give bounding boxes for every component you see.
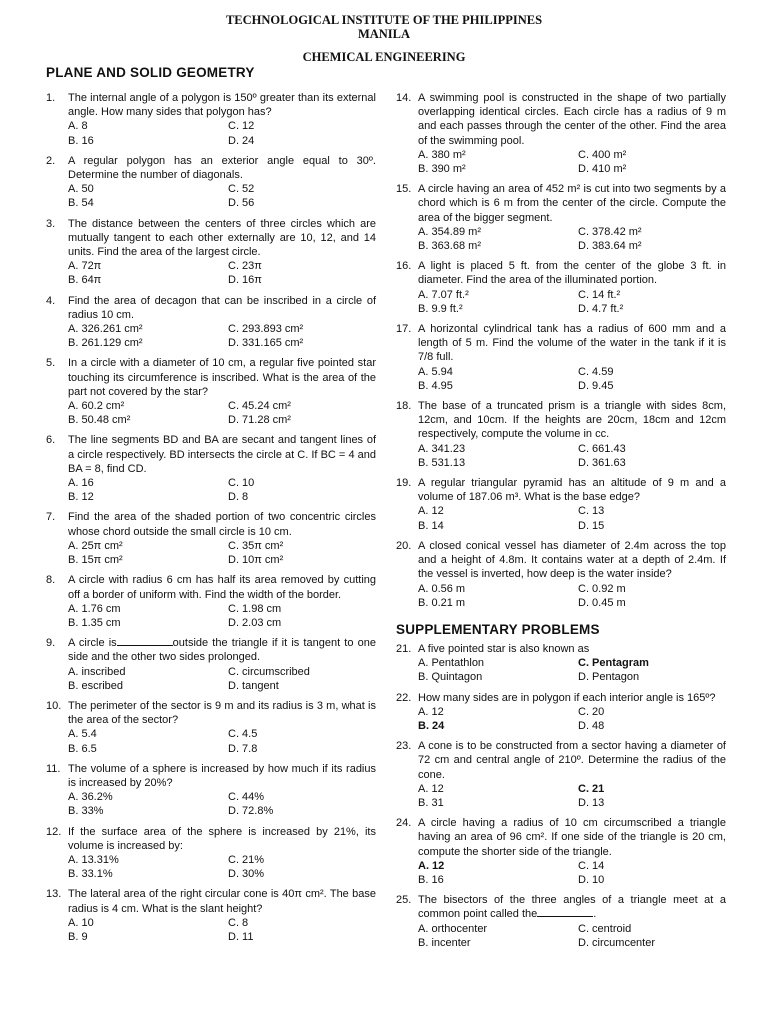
answer-options bbox=[68, 727, 376, 755]
question-number: 6. bbox=[46, 434, 56, 447]
question-number: 5. bbox=[46, 357, 56, 370]
answer-option: C. 4.5 bbox=[228, 728, 258, 741]
answer-option: A. 354.89 m² bbox=[418, 225, 481, 238]
answer-options bbox=[418, 442, 726, 470]
answer-options bbox=[418, 582, 726, 610]
question-number: 3. bbox=[46, 217, 56, 230]
answer-option: B. 6.5 bbox=[68, 742, 97, 755]
question-item bbox=[46, 91, 376, 148]
question-body bbox=[418, 642, 726, 685]
question-item bbox=[46, 510, 376, 567]
question-item bbox=[396, 691, 726, 734]
question-item bbox=[46, 573, 376, 630]
answer-option: C. 21% bbox=[228, 853, 265, 866]
answer-options bbox=[418, 504, 726, 532]
question-text: The base of a truncated prism is a triangle with sides 8cm, 12cm, and 10cm. If the heights are 20cm, 18cm and 12cm respectively, compute the volume in cc. bbox=[418, 400, 726, 441]
answer-options bbox=[68, 916, 376, 944]
question-text: A circle having a radius of 10 cm circumscribed a triangle having an area of 96 cm². If one side of the triangle is 20 cm, compute the shorter side of the triangle. bbox=[418, 817, 726, 858]
question-number: 15. bbox=[396, 183, 412, 196]
answer-options bbox=[68, 399, 376, 427]
answer-option: A. 12 bbox=[418, 859, 445, 872]
answer-option: A. 12 bbox=[418, 705, 444, 718]
answer-option: B. 0.21 m bbox=[418, 596, 466, 609]
question-text: The bisectors of the three angles of a triangle meet at a common point called the . bbox=[418, 894, 726, 921]
answer-option: A. 380 m² bbox=[418, 148, 466, 161]
section-title-geometry: PLANE AND SOLID GEOMETRY bbox=[46, 65, 255, 80]
question-number: 1. bbox=[46, 92, 56, 104]
answer-blank bbox=[537, 907, 593, 917]
answer-option: B. 363.68 m² bbox=[418, 240, 481, 253]
question-body bbox=[68, 91, 376, 148]
answer-option: C. 661.43 bbox=[578, 442, 626, 455]
question-text: A five pointed star is also known as bbox=[418, 642, 590, 655]
question-number: 19. bbox=[396, 477, 412, 490]
question-text: A regular triangular pyramid has an altitude of 9 m and a volume of 187.06 m³. What is the base edge? bbox=[418, 477, 726, 504]
answer-options bbox=[68, 853, 376, 881]
department-name: CHEMICAL ENGINEERING bbox=[302, 50, 466, 64]
answer-option: B. 1.35 cm bbox=[68, 616, 121, 629]
answer-option: B. 261.129 cm² bbox=[68, 337, 143, 350]
question-body bbox=[418, 691, 726, 734]
answer-option: B. 16 bbox=[68, 134, 94, 147]
answer-option: C. 52 bbox=[228, 183, 255, 196]
question-number: 9. bbox=[46, 637, 56, 650]
section-title-supplementary: SUPPLEMENTARY PROBLEMS bbox=[396, 621, 600, 637]
question-item bbox=[396, 816, 726, 887]
question-text: How many sides are in polygon if each interior angle is 165º? bbox=[418, 691, 716, 704]
answer-option: A. 5.94 bbox=[418, 365, 453, 378]
answer-option: D. 0.45 m bbox=[578, 596, 626, 609]
question-body bbox=[68, 887, 376, 944]
question-number: 18. bbox=[396, 400, 412, 413]
question-item bbox=[396, 322, 726, 393]
answer-option: C. 21 bbox=[578, 782, 605, 795]
question-item bbox=[396, 182, 726, 253]
answer-option: C. 14 bbox=[578, 859, 605, 872]
answer-option: B. 31 bbox=[418, 796, 444, 809]
question-body bbox=[68, 762, 376, 819]
city-name: MANILA bbox=[357, 27, 411, 41]
answer-option: D. 13 bbox=[578, 796, 605, 809]
question-item bbox=[396, 91, 726, 176]
answer-option: C. 378.42 m² bbox=[578, 225, 642, 238]
question-item bbox=[46, 699, 376, 756]
answer-option: B. 33.1% bbox=[68, 868, 113, 881]
answer-option: D. 2.03 cm bbox=[228, 616, 282, 629]
answer-option: B. 24 bbox=[418, 719, 445, 732]
answer-options bbox=[418, 225, 726, 253]
answer-option: D. tangent bbox=[228, 679, 279, 692]
question-body bbox=[418, 739, 726, 810]
answer-option: C. 20 bbox=[578, 705, 605, 718]
question-body bbox=[68, 510, 376, 567]
question-text: A swimming pool is constructed in the shape of two partially overlapping identical circles. Each circle has a radius of 9 m and each passes through the center of the other. Find the area of the swimming pool. bbox=[418, 92, 726, 147]
question-number: 23. bbox=[396, 740, 412, 753]
question-body bbox=[418, 893, 726, 950]
answer-options bbox=[68, 665, 376, 693]
question-body bbox=[68, 825, 376, 882]
answer-option: B. 4.95 bbox=[418, 379, 453, 392]
answer-option: D. 410 m² bbox=[578, 163, 627, 176]
question-item bbox=[46, 154, 376, 211]
question-number: 4. bbox=[46, 294, 56, 307]
question-body bbox=[418, 259, 726, 316]
answer-option: A. 0.56 m bbox=[418, 582, 466, 595]
question-number: 13. bbox=[46, 888, 62, 901]
question-body bbox=[68, 356, 376, 427]
question-item bbox=[396, 739, 726, 810]
answer-option: A. 72π bbox=[68, 260, 102, 273]
question-item bbox=[46, 887, 376, 944]
answer-options bbox=[68, 476, 376, 504]
answer-option: D. 56 bbox=[228, 197, 255, 210]
answer-option: D. 8 bbox=[228, 491, 249, 504]
answer-options bbox=[418, 288, 726, 316]
answer-option: C. 8 bbox=[228, 916, 249, 929]
answer-option: C. 44% bbox=[228, 791, 265, 804]
answer-option: A. Pentathlon bbox=[418, 657, 485, 670]
question-item bbox=[46, 762, 376, 819]
question-item bbox=[46, 636, 376, 693]
question-body bbox=[418, 91, 726, 176]
answer-options bbox=[418, 656, 726, 684]
answer-options bbox=[418, 365, 726, 393]
answer-option: C. 293.893 cm² bbox=[228, 323, 304, 336]
answer-option: B. 531.13 bbox=[418, 456, 466, 469]
question-text: A circle is outside the triangle if it is tangent to one side and the other two sides prolonged. bbox=[68, 637, 376, 664]
question-item bbox=[396, 259, 726, 316]
answer-option: A. 7.07 ft.² bbox=[418, 288, 469, 301]
question-text: If the surface area of the sphere is increased by 21%, its volume is increased by: bbox=[68, 825, 376, 852]
question-text: A regular polygon has an exterior angle equal to 30º. Determine the number of diagonals. bbox=[68, 154, 376, 182]
question-number: 20. bbox=[396, 539, 412, 552]
question-number: 16. bbox=[396, 260, 412, 273]
question-number: 21. bbox=[396, 642, 412, 655]
question-item bbox=[46, 433, 376, 504]
question-number: 12. bbox=[46, 825, 62, 838]
institute-name: TECHNOLOGICAL INSTITUTE OF THE PHILIPPINES bbox=[225, 13, 543, 27]
question-item bbox=[396, 476, 726, 533]
question-body bbox=[68, 294, 376, 351]
answer-option: D. 383.64 m² bbox=[578, 240, 642, 253]
question-text: A circle with radius 6 cm has half its area removed by cutting off a border of uniform with. Find the width of the border. bbox=[68, 574, 376, 601]
question-number: 24. bbox=[396, 817, 412, 830]
answer-option: D. 10π cm² bbox=[228, 554, 284, 567]
right-column bbox=[396, 91, 726, 616]
answer-option: B. 54 bbox=[68, 197, 94, 210]
answer-option: D. 4.7 ft.² bbox=[578, 302, 624, 315]
answer-option: B. 14 bbox=[418, 519, 444, 532]
question-text: The distance between the centers of three circles which are mutually tangent to each other externally are 10, 12, and 14 units. Find the area of the largest circle. bbox=[68, 217, 376, 259]
answer-option: C. centroid bbox=[578, 922, 632, 935]
question-item bbox=[396, 893, 726, 950]
answer-option: D. 11 bbox=[228, 930, 254, 943]
question-text: A horizontal cylindrical tank has a radius of 600 mm and a length of 5 m. Find the volume of the water in the tank if it is 7/8 full. bbox=[418, 323, 726, 364]
answer-option: D. 10 bbox=[578, 873, 605, 886]
question-text: The volume of a sphere is increased by how much if its radius is increased by 20%? bbox=[68, 762, 376, 789]
answer-options bbox=[68, 602, 376, 630]
answer-options bbox=[68, 539, 376, 567]
answer-options bbox=[418, 705, 726, 733]
answer-option: A. 341.23 bbox=[418, 442, 466, 455]
answer-option: B. 33% bbox=[68, 805, 104, 818]
answer-option: C. 10 bbox=[228, 477, 255, 490]
answer-option: C. Pentagram bbox=[578, 657, 649, 670]
answer-option: D. 15 bbox=[578, 519, 605, 532]
answer-option: A. 8 bbox=[68, 120, 88, 133]
answer-options bbox=[68, 322, 376, 350]
question-number: 14. bbox=[396, 92, 412, 104]
question-body bbox=[418, 476, 726, 533]
answer-option: D. 71.28 cm² bbox=[228, 414, 291, 427]
answer-option: A. 16 bbox=[68, 477, 94, 490]
answer-option: C. 4.59 bbox=[578, 365, 614, 378]
answer-option: D. circumcenter bbox=[578, 936, 656, 949]
answer-option: C. 45.24 cm² bbox=[228, 400, 291, 413]
answer-option: A. 5.4 bbox=[68, 728, 97, 741]
answer-option: B. 50.48 cm² bbox=[68, 414, 131, 427]
answer-option: D. 48 bbox=[578, 719, 605, 732]
answer-option: B. 390 m² bbox=[418, 163, 466, 176]
answer-option: B. 64π bbox=[68, 274, 102, 287]
answer-options bbox=[68, 259, 376, 287]
question-item bbox=[46, 294, 376, 351]
answer-option: D. 24 bbox=[228, 134, 255, 147]
answer-option: C. 35π cm² bbox=[228, 539, 284, 552]
question-text: Find the area of the shaded portion of two concentric circles whose chord outside the small circle is 10 cm. bbox=[68, 511, 376, 538]
question-number: 10. bbox=[46, 699, 62, 712]
answer-option: B. 9 bbox=[68, 930, 88, 943]
answer-options bbox=[418, 859, 726, 887]
question-item bbox=[46, 356, 376, 427]
answer-option: C. 400 m² bbox=[578, 148, 627, 161]
answer-option: B. incenter bbox=[418, 936, 471, 949]
answer-option: C. 13 bbox=[578, 505, 605, 518]
question-text: A cone is to be constructed from a sector having a diameter of 72 cm and central angle of 210º. Determine the radius of the cone. bbox=[418, 740, 726, 781]
supplementary-column bbox=[396, 642, 726, 956]
answer-option: C. 12 bbox=[228, 120, 255, 133]
question-body bbox=[68, 217, 376, 288]
question-number: 7. bbox=[46, 511, 56, 524]
answer-option: D. 361.63 bbox=[578, 456, 626, 469]
answer-option: A. orthocenter bbox=[418, 922, 488, 935]
answer-options bbox=[68, 119, 376, 147]
answer-option: B. 15π cm² bbox=[68, 554, 123, 567]
question-item bbox=[396, 399, 726, 470]
answer-option: A. 1.76 cm bbox=[68, 602, 121, 615]
answer-option: A. 10 bbox=[68, 916, 94, 929]
question-number: 8. bbox=[46, 574, 56, 587]
question-text: The perimeter of the sector is 9 m and its radius is 3 m, what is the area of the sector? bbox=[68, 699, 376, 727]
question-number: 2. bbox=[46, 154, 56, 167]
question-number: 11. bbox=[46, 762, 61, 775]
answer-option: B. 12 bbox=[68, 491, 94, 504]
question-number: 22. bbox=[396, 691, 412, 704]
answer-option: D. 331.165 cm² bbox=[228, 337, 304, 350]
question-text: The lateral area of the right circular cone is 40π cm². The base radius is 4 cm. What is the slant height? bbox=[68, 888, 376, 915]
question-item bbox=[46, 217, 376, 288]
question-item bbox=[396, 642, 726, 685]
question-item bbox=[396, 539, 726, 610]
question-body bbox=[68, 573, 376, 630]
question-number: 17. bbox=[396, 323, 412, 336]
question-body bbox=[68, 636, 376, 693]
answer-option: D. 9.45 bbox=[578, 379, 614, 392]
answer-option: B. 16 bbox=[418, 873, 444, 886]
answer-options bbox=[418, 922, 726, 950]
answer-option: A. inscribed bbox=[68, 665, 126, 678]
answer-options bbox=[418, 782, 726, 810]
answer-option: C. 1.98 cm bbox=[228, 602, 282, 615]
question-body bbox=[68, 699, 376, 756]
question-text: A closed conical vessel has diameter of 2.4m across the top and a height of 4.8m. It contains water at a depth of 2.4m. If the vessel is inverted, how deep is the water inside? bbox=[418, 539, 726, 581]
answer-option: A. 13.31% bbox=[68, 853, 119, 866]
answer-blank bbox=[117, 636, 173, 646]
question-body bbox=[418, 816, 726, 887]
question-text: The line segments BD and BA are secant and tangent lines of a circle respectively. BD intersects the circle at C. If BC = 4 and BA = 8, find CD. bbox=[68, 434, 376, 475]
answer-option: A. 25π cm² bbox=[68, 539, 123, 552]
answer-option: A. 326.261 cm² bbox=[68, 323, 143, 336]
answer-option: A. 60.2 cm² bbox=[68, 400, 125, 413]
question-body bbox=[68, 433, 376, 504]
answer-option: D. 7.8 bbox=[228, 742, 258, 755]
left-column bbox=[46, 91, 376, 950]
question-text: The internal angle of a polygon is 150º greater than its external angle. How many sides that polygon has? bbox=[68, 92, 376, 119]
answer-option: D. 16π bbox=[228, 274, 262, 287]
answer-option: D. Pentagon bbox=[578, 671, 640, 684]
answer-options bbox=[68, 790, 376, 818]
question-item bbox=[46, 825, 376, 882]
answer-option: C. circumscribed bbox=[228, 665, 310, 678]
answer-option: C. 23π bbox=[228, 260, 262, 273]
answer-option: B. Quintagon bbox=[418, 671, 483, 684]
question-body bbox=[68, 154, 376, 211]
answer-option: A. 12 bbox=[418, 505, 444, 518]
answer-option: A. 12 bbox=[418, 782, 444, 795]
answer-option: B. 9.9 ft.² bbox=[418, 302, 463, 315]
question-body bbox=[418, 539, 726, 610]
answer-option: C. 14 ft.² bbox=[578, 288, 621, 301]
question-text: Find the area of decagon that can be inscribed in a circle of radius 10 cm. bbox=[68, 294, 376, 321]
question-text: In a circle with a diameter of 10 cm, a regular five pointed star touching its circumference is inscribed. What is the area of the part not covered by the star? bbox=[68, 357, 376, 398]
answer-option: D. 72.8% bbox=[228, 805, 274, 818]
question-number: 25. bbox=[396, 894, 412, 907]
answer-option: A. 36.2% bbox=[68, 791, 113, 804]
answer-option: C. 0.92 m bbox=[578, 582, 626, 595]
answer-option: B. escribed bbox=[68, 679, 124, 692]
answer-option: A. 50 bbox=[68, 183, 94, 196]
answer-option: D. 30% bbox=[228, 868, 265, 881]
question-body bbox=[418, 322, 726, 393]
question-text: A circle having an area of 452 m² is cut into two segments by a chord which is 6 m from the center of the circle. Compute the area of the bigger segment. bbox=[418, 183, 726, 224]
answer-options bbox=[418, 148, 726, 176]
question-body bbox=[418, 182, 726, 253]
answer-options bbox=[68, 182, 376, 210]
question-body bbox=[418, 399, 726, 470]
question-text: A light is placed 5 ft. from the center of the globe 3 ft. in diameter. Find the area of the illuminated portion. bbox=[418, 260, 726, 287]
